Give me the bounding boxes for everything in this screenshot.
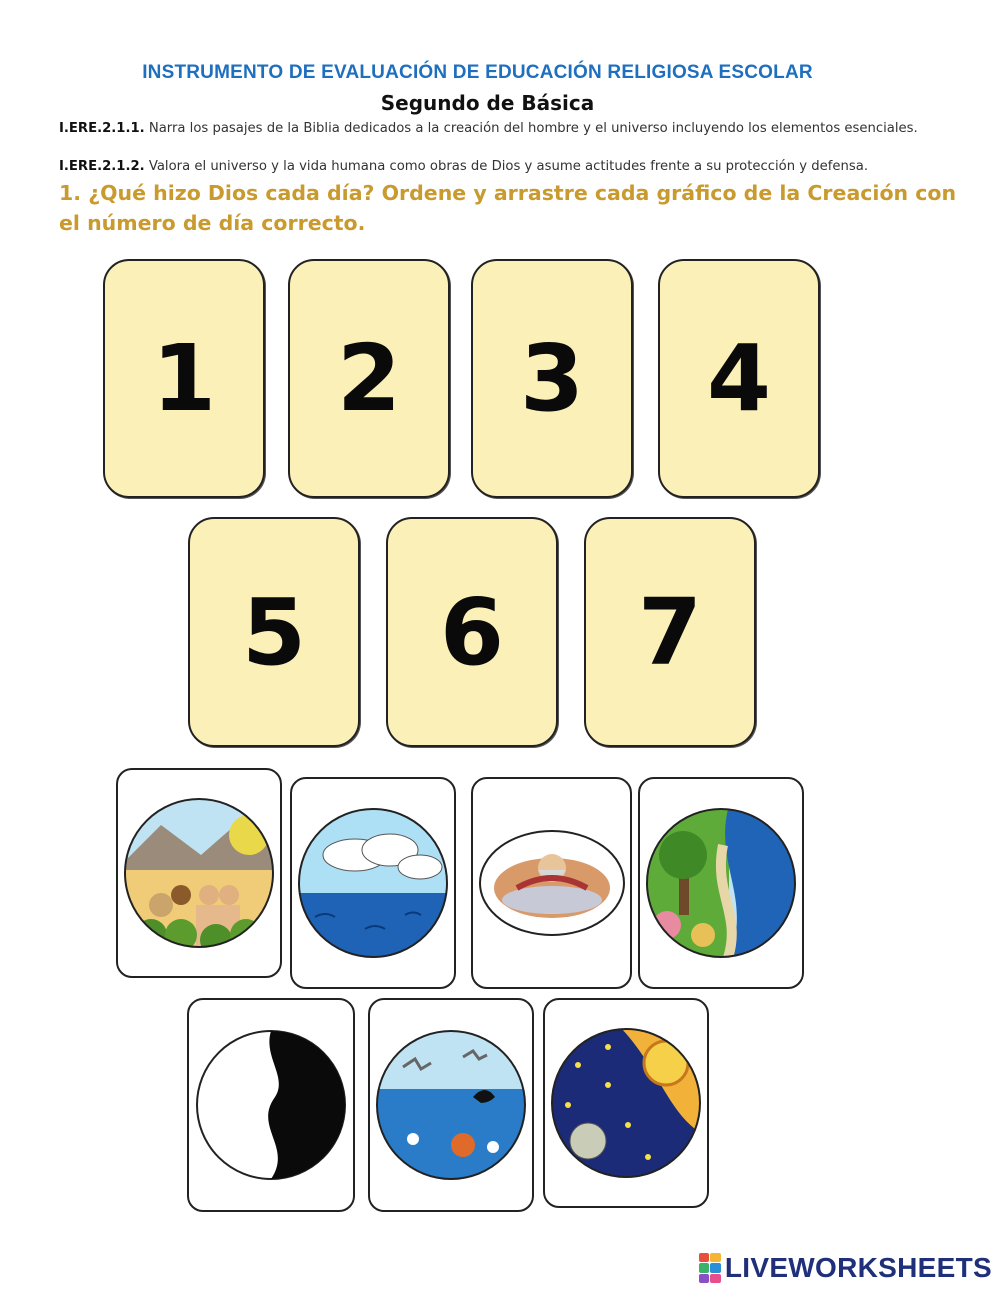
indicator-1-text: Narra los pasajes de la Biblia dedicados a la creación del hombre y el universo incluyendo los elementos esenciales. [144, 121, 918, 136]
sky-water-icon [295, 805, 451, 961]
creation-card-sky-water[interactable] [290, 777, 456, 989]
people-animals-icon [121, 795, 277, 951]
creation-card-light-dark[interactable] [187, 998, 355, 1212]
day-card-1[interactable] [103, 259, 265, 498]
day-number-3: 3 [519, 325, 584, 432]
page-subtitle: Segundo de Básica [380, 91, 595, 115]
day-card-6[interactable] [386, 517, 558, 747]
day-number-7: 7 [637, 578, 702, 686]
birds-fish-icon [373, 1027, 529, 1183]
day-card-5[interactable] [188, 517, 360, 747]
day-card-7[interactable] [584, 517, 756, 747]
day-number-6: 6 [439, 578, 504, 686]
indicator-2 [59, 158, 939, 175]
liveworksheets-brand [699, 1252, 992, 1284]
question-text: 1. ¿Qué hizo Dios cada día? Ordene y arrastre cada gráfico de la Creación con el número de día correcto. [59, 181, 957, 235]
day-number-5: 5 [241, 578, 306, 686]
day-card-3[interactable] [471, 259, 633, 498]
creation-card-land-plants-sea[interactable] [638, 777, 804, 989]
day-number-4: 4 [706, 325, 771, 432]
creation-card-god-resting[interactable] [471, 777, 632, 989]
indicator-1-code: I.ERE.2.1.1. [59, 121, 145, 136]
creation-card-sun-moon-stars[interactable] [543, 998, 709, 1208]
liveworksheets-logo-icon [699, 1253, 721, 1283]
creation-card-birds-fish[interactable] [368, 998, 534, 1212]
day-number-2: 2 [336, 325, 401, 432]
indicator-2-text: Valora el universo y la vida humana como obras de Dios y asume actitudes frente a su protección y defensa. [144, 159, 869, 174]
brand-name: LIVEWORKSHEETS [724, 1252, 992, 1283]
indicator-2-code: I.ERE.2.1.2. [59, 159, 145, 174]
creation-card-people-animals[interactable] [116, 768, 282, 978]
sun-moon-stars-icon [548, 1025, 704, 1181]
indicator-1 [59, 120, 939, 137]
day-card-2[interactable] [288, 259, 450, 498]
land-plants-sea-icon [643, 805, 799, 961]
page-title: INSTRUMENTO DE EVALUACIÓN DE EDUCACIÓN RELIGIOSA ESCOLAR [142, 62, 813, 83]
day-card-4[interactable] [658, 259, 820, 498]
day-number-1: 1 [151, 325, 216, 432]
light-dark-icon [193, 1027, 349, 1183]
god-resting-icon [477, 828, 627, 938]
